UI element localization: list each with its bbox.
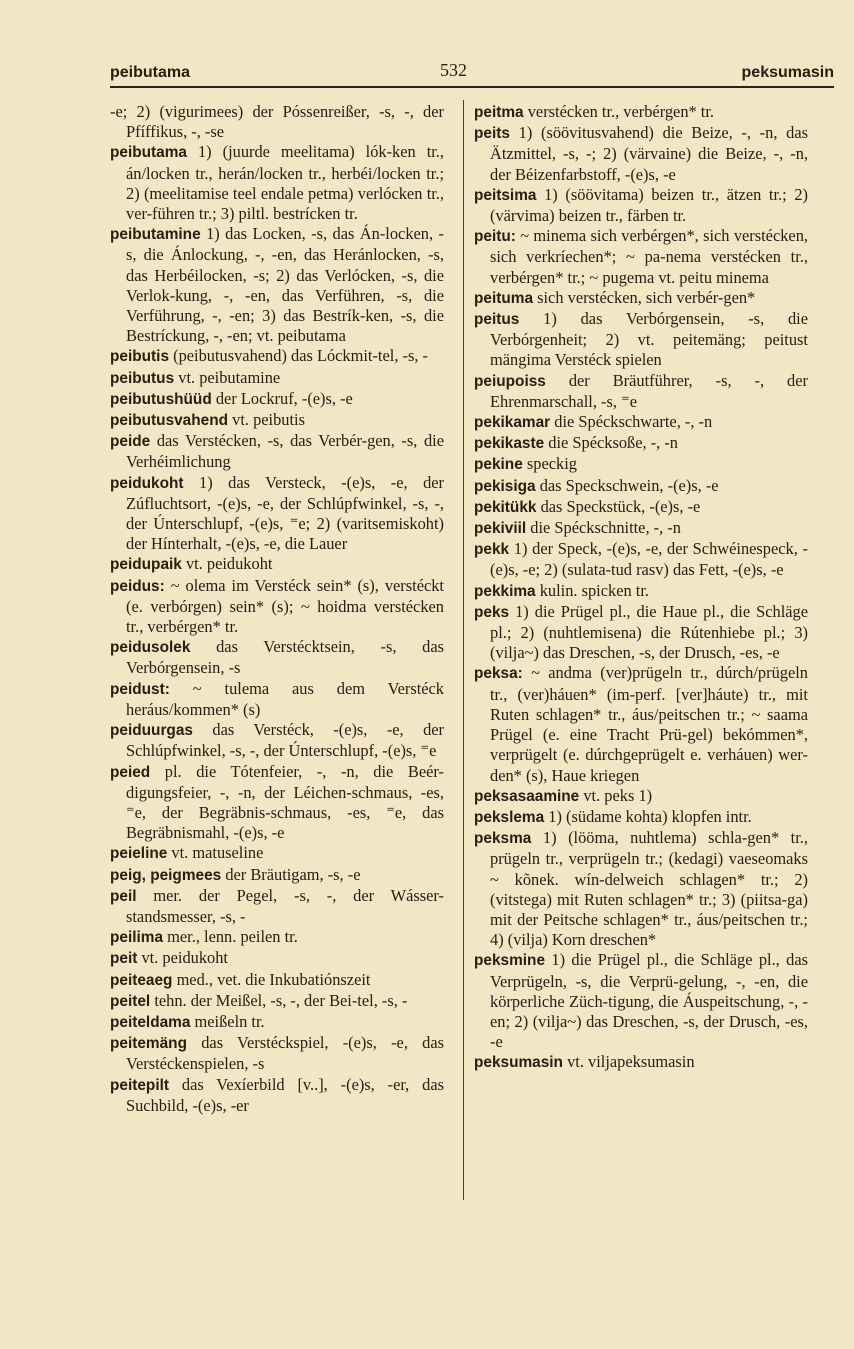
dictionary-entry	[110, 991, 444, 1012]
entry-headword: peksa:	[474, 665, 523, 683]
dictionary-entry	[474, 950, 808, 1052]
dictionary-entry	[474, 828, 808, 950]
entry-headword: peitemäng	[110, 1035, 187, 1053]
dictionary-entry	[474, 497, 808, 518]
column-divider	[463, 100, 464, 1200]
dictionary-entry	[110, 224, 444, 346]
entry-definition: der Bräutführer, -s, -, der Ehrenmarschall, -s, ⁼e	[490, 370, 808, 411]
dictionary-entry	[474, 123, 808, 185]
dictionary-entry	[110, 431, 444, 472]
entry-definition: das Verstéckspiel, -(e)s, -e, das Verstéckenspielen, -s	[126, 1033, 445, 1074]
entry-definition: 1) das Verbórgensein, -s, die Verbórgenheit; 2) vt. peitemäng; peitust mängima Verstéck spielen	[490, 309, 808, 370]
entry-headword: pekine	[474, 456, 523, 474]
entry-definition: vt. viljapeksumasin	[567, 1052, 695, 1072]
entry-definition: mer., lenn. peilen tr.	[167, 927, 298, 947]
entry-definition: pl. die Tótenfeier, -, -n, die Beér-digungsfeier, -, -n, der Léichen-schmaus, -es, ⁼e, der Begräbnis-schmaus, -es, ⁼e, das Begräbnismahl, -(e)s, -e	[126, 761, 444, 843]
entry-headword: peitel	[110, 992, 151, 1010]
dictionary-entry	[110, 410, 444, 431]
entry-definition: 1) (söövitama) beizen tr., ätzen tr.; 2) (värvima) beizen tr., färben tr.	[490, 184, 808, 226]
entry-headword: peidukoht	[110, 474, 184, 492]
entry-headword: pekikaste	[474, 435, 545, 453]
dictionary-entry	[474, 226, 808, 288]
entry-headword: pekitükk	[474, 498, 537, 516]
entry-definition: 1) (lööma, nuhtlema) schla-gen* tr., prügeln tr., verprügeln tr.; (kedagi) vaeseomaks ~ kõnek. wín-delweich schlagen* tr.; 2) (vitstega) mit Ruten schlagen* tr.; 3) (piitsa-ga) mit der Peitsche schlagen* tr., áus/peitschen tr.; 4) (vilja) Korn dreschen*	[490, 828, 808, 950]
entry-headword: peiduurgas	[110, 722, 193, 740]
dictionary-entry	[474, 288, 808, 309]
dictionary-entry	[110, 886, 444, 927]
dictionary-entry	[110, 368, 444, 389]
entry-headword: peks	[474, 603, 510, 621]
entry-headword: peitepilt	[110, 1076, 169, 1094]
dictionary-entry	[110, 1075, 444, 1116]
entry-headword: peibutis	[110, 348, 169, 366]
entry-headword: peibutushüüd	[110, 390, 212, 408]
entry-headword: peide	[110, 433, 151, 451]
entry-headword: peksumasin	[474, 1054, 563, 1072]
entry-definition: -e; 2) (vigurimees) der Póssenreißer, -s, -, der Pfíffikus, -, -se	[110, 102, 444, 142]
entry-definition: vt. peibutis	[232, 410, 305, 430]
entry-headword: peieline	[110, 845, 168, 863]
left-column	[110, 102, 444, 1116]
dictionary-entry	[110, 389, 444, 410]
entry-headword: peibutamine	[110, 226, 201, 244]
dictionary-entry	[474, 412, 808, 433]
dictionary-entry	[474, 786, 808, 807]
dictionary-entry	[110, 720, 444, 761]
entry-headword: peig, peigmees	[110, 866, 222, 884]
entry-definition: ~ minema sich verbérgen*, sich verstécken, sich verkríechen*; ~ pa-nema verstécken tr., verbérgen* tr.; ~ pugema vt. peitu minema	[490, 226, 808, 287]
entry-headword: peied	[110, 763, 151, 781]
entry-headword: peit	[110, 950, 138, 968]
entry-definition: 1) die Prügel pl., die Haue pl., die Schläge pl.; 2) (nuhtlemisena) die Rútenhiebe pl.; 3) (vilja~) das Dreschen, -s, der Drusch, -es, -e	[490, 601, 808, 663]
left-guide-word: peibutama	[110, 64, 191, 81]
entry-definition: 1) der Speck, -(e)s, -e, der Schwéinespeck, -(e)s, -e; 2) (sulata-tud rasv) das Fett, -(e)s, -e	[490, 539, 808, 580]
entry-headword: peiteldama	[110, 1013, 191, 1031]
entry-definition: 1) (juurde meelitama) lók-ken tr., án/locken tr., herán/locken tr., herbéi/locken tr.; 2) (meelitamise teel endale petma) verlócken tr., ver-führen tr.; 3) piltl. bestrícken tr.	[126, 142, 444, 224]
dictionary-entry	[110, 637, 444, 678]
entry-definition: meißeln tr.	[194, 1011, 265, 1031]
entry-headword: pekiviil	[474, 520, 527, 538]
entry-headword: peibutus	[110, 369, 175, 387]
right-column	[474, 102, 808, 1074]
page-number: 532	[440, 60, 467, 80]
entry-definition: vt. peks 1)	[583, 785, 653, 805]
entry-headword: peitu:	[474, 228, 516, 246]
entry-headword: pekisiga	[474, 477, 536, 495]
dictionary-entry	[474, 1052, 808, 1073]
dictionary-entry	[474, 102, 808, 123]
dictionary-entry	[110, 142, 444, 224]
entry-headword: peits	[474, 125, 510, 143]
dictionary-entry	[474, 663, 808, 785]
dictionary-entry	[474, 581, 808, 602]
entry-definition: ~ olema im Verstéck sein* (s), verstéckt (e. verbórgen) sein* (s); ~ hoidma verstécken tr., verbérgen* tr.	[126, 575, 444, 637]
entry-headword: peidusolek	[110, 639, 191, 657]
entry-definition: mer. der Pegel, -s, -, der Wásser-standsmesser, -s, -	[126, 885, 444, 926]
dictionary-entry	[474, 539, 808, 580]
dictionary-entry	[110, 927, 444, 948]
entry-definition: tehn. der Meißel, -s, -, der Bei-tel, -s, -	[154, 990, 408, 1010]
entry-definition: das Verstéck, -(e)s, -e, der Schlúpfwinkel, -s, -, der Únterschlupf, -(e)s, ⁼e	[126, 720, 444, 761]
dictionary-entry	[474, 433, 808, 454]
dictionary-entry	[110, 679, 444, 720]
entry-definition: kulin. spicken tr.	[539, 580, 649, 600]
entry-definition: 1) das Locken, -s, das Án-locken, -s, die Ánlockung, -, -en, das Heránlocken, -s, das Herbéilocken, -s; 2) das Verlócken, -s, die Verlok-kung, -, -en, das Verführen, -s, die Verführung, -, -en; 3) das Bestrík-ken, -s, die Bestríckung, -, -en; vt. peibutama	[126, 224, 444, 346]
entry-definition: sich verstécken, sich verbér-gen*	[537, 287, 756, 307]
entry-definition: 1) (söövitusvahend) die Beize, -, -n, das Ätzmittel, -s, -; 2) (värvaine) die Beize, -, -n, der Béizenfarbstoff, -(e)s, -e	[490, 123, 808, 184]
entry-definition: vt. peidukoht	[185, 554, 273, 574]
entry-definition: 1) das Versteck, -(e)s, -e, der Zúfluchtsort, -(e)s, -e, der Schlúpfwinkel, -s, -, der Únterschlupf, -(e)s, ⁼e; 2) (varitsemiskoht) der Hínterhalt, -(e)s, -e, die Lauer	[126, 472, 444, 554]
entry-headword: pekslema	[474, 808, 545, 826]
dictionary-entry	[474, 602, 808, 664]
dictionary-entry	[110, 843, 444, 864]
dictionary-entry	[474, 185, 808, 226]
entry-headword: peksasaamine	[474, 787, 580, 805]
entry-definition: verstécken tr., verbérgen* tr.	[527, 102, 715, 121]
dictionary-entry	[110, 102, 444, 142]
dictionary-entry	[110, 554, 444, 575]
entry-definition: das Speckstück, -(e)s, -e	[540, 496, 701, 516]
dictionary-entry	[474, 454, 808, 475]
entry-definition: das Vexíerbild [v..], -(e)s, -er, das Suchbild, -(e)s, -er	[126, 1074, 444, 1115]
entry-definition: 1) (südame kohta) klopfen intr.	[548, 806, 752, 826]
entry-headword: peksma	[474, 830, 532, 848]
entry-definition: med., vet. die Inkubatiónszeit	[176, 969, 371, 989]
entry-headword: peidus:	[110, 577, 165, 595]
dictionary-entry	[110, 762, 444, 844]
entry-headword: peiteaeg	[110, 971, 173, 989]
entry-definition: die Spéckschwarte, -, -n	[554, 412, 713, 432]
dictionary-entry	[474, 807, 808, 828]
dictionary-entry	[110, 346, 444, 367]
entry-headword: peidupaik	[110, 556, 182, 574]
entry-headword: peilima	[110, 929, 164, 947]
entry-headword: peitma	[474, 104, 524, 121]
entry-definition: vt. matuseline	[171, 843, 264, 863]
entry-definition: vt. peibutamine	[178, 367, 281, 387]
entry-definition: das Verstécktsein, -s, das Verbórgensein, -s	[126, 637, 444, 678]
entry-headword: peksmine	[474, 952, 546, 970]
dictionary-entry	[110, 948, 444, 969]
entry-headword: pekkima	[474, 582, 536, 600]
entry-definition: der Lockruf, -(e)s, -e	[215, 388, 353, 408]
dictionary-entry	[110, 473, 444, 555]
entry-definition: ~ andma (ver)prügeln tr., dúrch/prügeln tr., (ver)háuen* (im-perf. [ver]háute) tr., mit Ruten schlagen* tr., áus/peitschen tr.; ~ saama Prügel (e. eine Tracht Prü-gel) bekómmen*, verprügelt (e. dúrchgeprügelt e. verháuen) wer-den* (s), Haue kriegen	[490, 663, 808, 785]
entry-definition: die Spéckschnitte, -, -n	[530, 518, 681, 538]
entry-headword: peitus	[474, 311, 520, 329]
entry-headword: pekk	[474, 541, 510, 559]
entry-definition: der Bräutigam, -s, -e	[225, 864, 361, 884]
dictionary-entry	[474, 476, 808, 497]
entry-headword: peitsima	[474, 186, 537, 204]
entry-definition: das Speckschwein, -(e)s, -e	[539, 475, 719, 495]
entry-headword: peiupoiss	[474, 372, 546, 390]
right-guide-word: peksumasin	[741, 64, 834, 81]
entry-definition: vt. peidukoht	[141, 948, 228, 968]
entry-headword: peituma	[474, 289, 534, 307]
entry-definition: das Verstécken, -s, das Verbér-gen, -s, die Verhéimlichung	[126, 431, 444, 472]
dictionary-entry	[474, 309, 808, 371]
entry-definition: 1) die Prügel pl., die Schläge pl., das Verprügeln, -s, die Verprü-gelung, -, -en, die körperliche Züch-tigung, die Áuspeitschung, -, -en; 2) (vilja~) das Dreschen, -s, der Drusch, -es, -e	[490, 950, 808, 1052]
dictionary-entry	[110, 576, 444, 638]
entry-headword: peidust:	[110, 680, 170, 698]
header-rule	[110, 86, 834, 88]
dictionary-entry	[110, 865, 444, 886]
entry-definition: speckig	[526, 454, 577, 474]
dictionary-entry	[110, 1033, 444, 1074]
entry-definition: die Spécksoße, -, -n	[548, 433, 679, 453]
entry-headword: peibutama	[110, 144, 187, 162]
entry-definition: (peibutusvahend) das Lóckmit-tel, -s, -	[173, 346, 429, 366]
dictionary-entry	[474, 518, 808, 539]
dictionary-entry	[110, 970, 444, 991]
entry-headword: pekikamar	[474, 414, 551, 432]
entry-definition: ~ tulema aus dem Verstéck heráus/kommen* (s)	[126, 678, 445, 719]
entry-headword: peibutusvahend	[110, 412, 229, 430]
running-head	[110, 60, 834, 84]
dictionary-entry	[110, 1012, 444, 1033]
dictionary-entry	[474, 371, 808, 412]
entry-headword: peil	[110, 887, 137, 905]
